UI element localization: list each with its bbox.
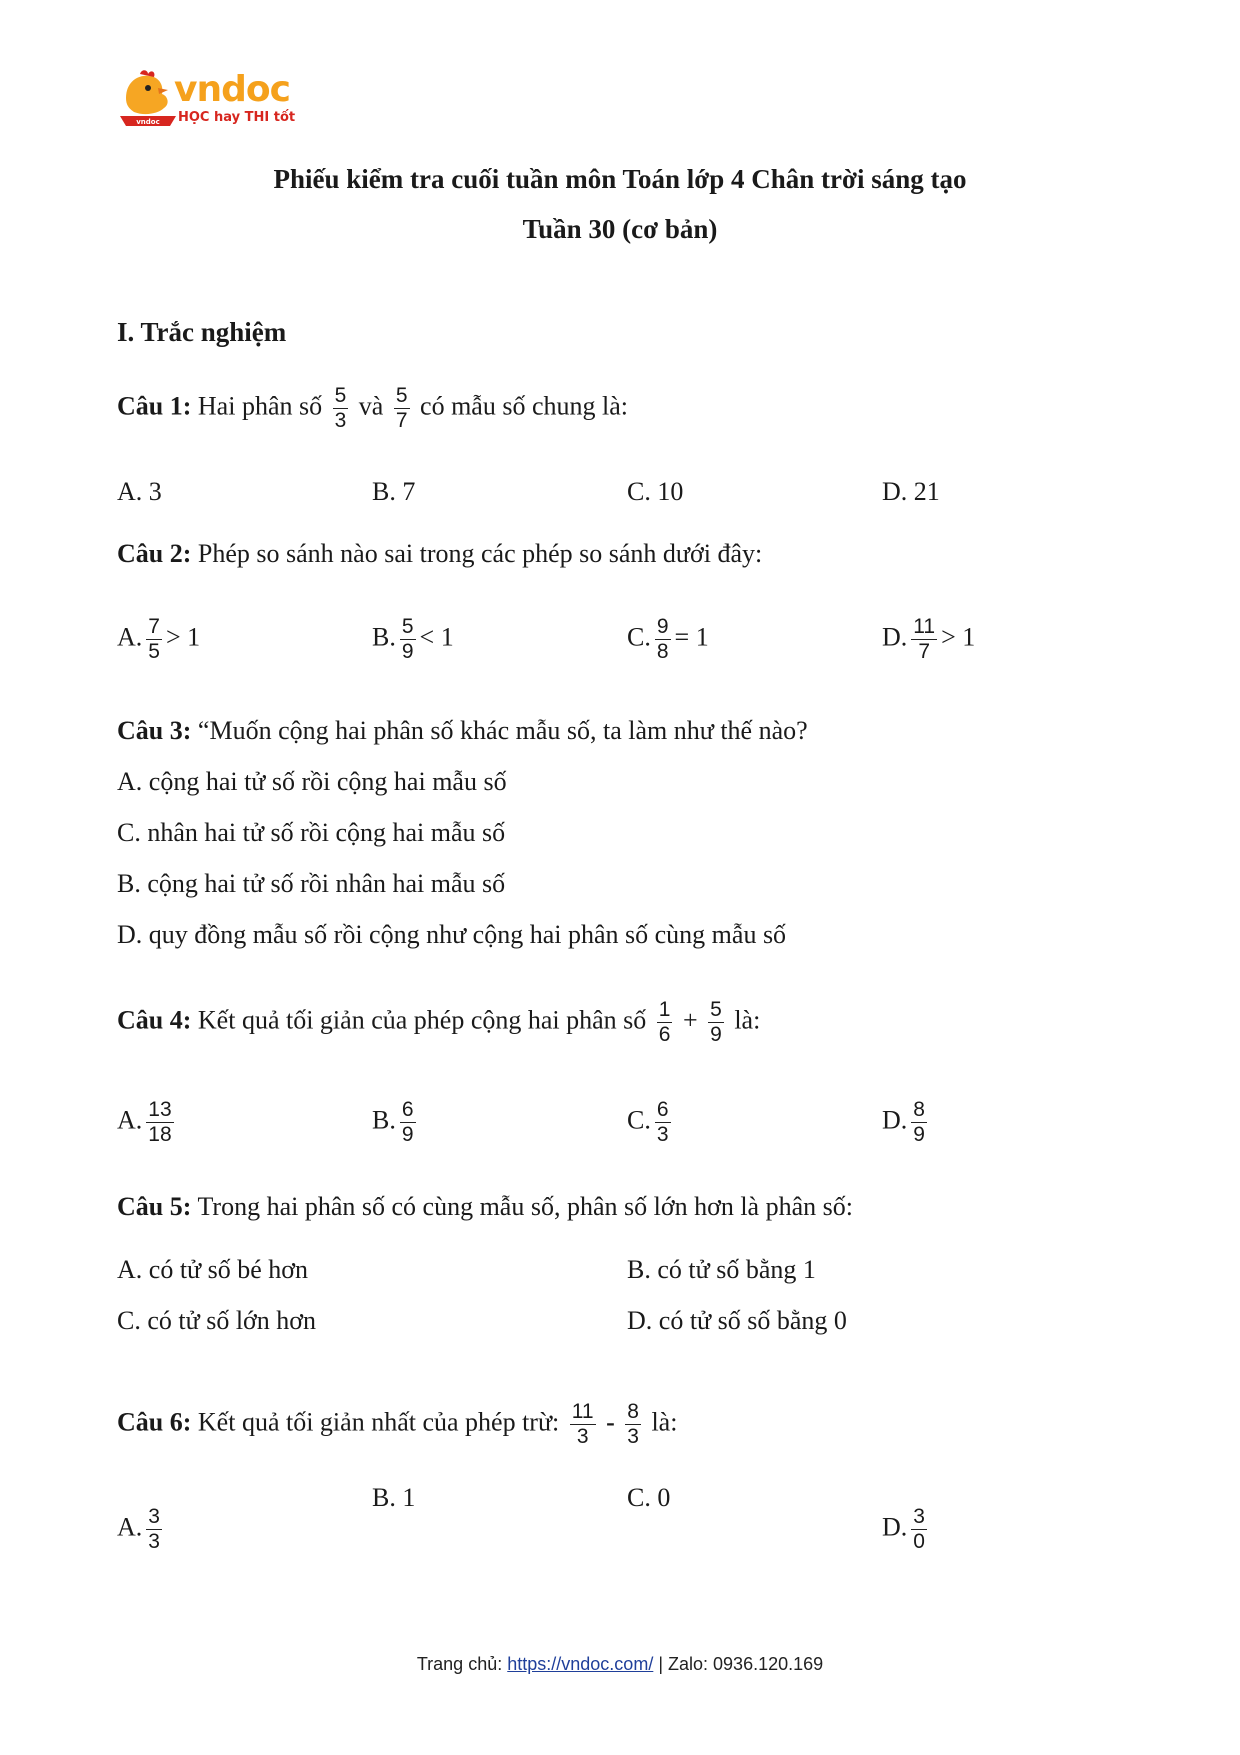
footer-prefix: Trang chủ: bbox=[416, 1654, 503, 1674]
q1-option-c: C. 10 bbox=[627, 477, 684, 506]
vndoc-logo bbox=[118, 68, 298, 130]
section-heading: I. Trắc nghiệm bbox=[117, 317, 287, 347]
q6-option-b: B. 1 bbox=[372, 1483, 416, 1512]
page-footer bbox=[0, 1652, 1240, 1676]
question-4: Câu 4: Kết quả tối giản của phép cộng hai phân số $\frac{1}{6}$ + $\frac{5}{9}$ là: bbox=[117, 998, 761, 1046]
q1-option-a: A. 3 bbox=[117, 477, 162, 506]
question-6: Câu 6: Kết quả tối giản nhất của phép trừ: $\frac{11}{3}$ - $\frac{8}{3}$ là: bbox=[117, 1400, 678, 1448]
fraction: $\frac{5}{9}$ bbox=[710, 998, 722, 1046]
q2-option-c: C. $\frac{9}{8}$ = 1 bbox=[627, 615, 709, 663]
q5-option-d: D. có tử số số bằng 0 bbox=[627, 1306, 847, 1335]
q5-option-b: B. có tử số bằng 1 bbox=[627, 1255, 816, 1284]
logo-wordmark: vndoc bbox=[174, 69, 290, 110]
fraction: $\frac{5}{7}$ bbox=[395, 384, 408, 432]
fraction: $\frac{5}{3}$ bbox=[334, 384, 347, 432]
footer-contact: | Zalo: 0936.120.169 bbox=[658, 1654, 824, 1674]
q4-option-c: C. $\frac{6}{3}$ bbox=[627, 1098, 669, 1146]
q5-option-c: C. có tử số lớn hơn bbox=[117, 1306, 317, 1335]
q3-option-4: D. quy đồng mẫu số rồi cộng như cộng hai phân số cùng mẫu số bbox=[117, 920, 787, 949]
q2-option-a: A. $\frac{7}{5}$ > 1 bbox=[117, 615, 201, 663]
q4-option-b: B. $\frac{6}{9}$ bbox=[372, 1098, 414, 1146]
question-label: Câu 3: bbox=[117, 716, 192, 745]
svg-text:vndoc: vndoc bbox=[136, 118, 160, 126]
question-5: Câu 5: Trong hai phân số có cùng mẫu số, phân số lớn hơn là phân số: bbox=[117, 1192, 853, 1221]
question-label: Câu 6: bbox=[117, 1407, 192, 1437]
q3-option-3: B. cộng hai tử số rồi nhân hai mẫu số bbox=[117, 869, 506, 898]
question-label: Câu 5: bbox=[117, 1192, 192, 1221]
logo-tagline: HỌC hay THI tốt bbox=[178, 110, 296, 125]
question-3: Câu 3: “Muốn cộng hai phân số khác mẫu số, ta làm như thế nào? bbox=[117, 716, 808, 745]
q6-option-a: A. $\frac{3}{3}$ bbox=[117, 1505, 160, 1553]
worksheet-subtitle: Tuần 30 (cơ bản) bbox=[522, 214, 718, 244]
q3-option-1: A. cộng hai tử số rồi cộng hai mẫu số bbox=[117, 767, 507, 796]
question-2: Câu 2: Phép so sánh nào sai trong các phép so sánh dưới đây: bbox=[117, 539, 763, 568]
q5-option-a: A. có tử số bé hơn bbox=[117, 1255, 309, 1284]
q2-option-b: B. $\frac{5}{9}$ < 1 bbox=[372, 615, 454, 663]
q1-option-d: D. 21 bbox=[882, 477, 940, 506]
rooster-mascot-icon bbox=[118, 68, 178, 128]
fraction: $\frac{1}{6}$ bbox=[658, 998, 671, 1046]
q6-option-c: C. 0 bbox=[627, 1483, 671, 1512]
fraction: $\frac{8}{3}$ bbox=[627, 1400, 639, 1448]
question-label: Câu 2: bbox=[117, 539, 192, 568]
question-label: Câu 4: bbox=[117, 1005, 192, 1035]
question-label: Câu 1: bbox=[117, 391, 192, 421]
q1-option-b: B. 7 bbox=[372, 477, 416, 506]
q4-option-d: D. $\frac{8}{9}$ bbox=[882, 1098, 925, 1146]
homepage-link[interactable]: https://vndoc.com/ bbox=[507, 1654, 654, 1674]
q3-option-2: C. nhân hai tử số rồi cộng hai mẫu số bbox=[117, 818, 506, 847]
fraction: $\frac{11}{3}$ bbox=[571, 1400, 594, 1448]
worksheet-title: Phiếu kiểm tra cuối tuần môn Toán lớp 4 Chân trời sáng tạo bbox=[273, 164, 967, 194]
question-1: Câu 1: Hai phân số $\frac{5}{3}$ và $\frac{5}{7}$ có mẫu số chung là: bbox=[117, 384, 628, 432]
q2-option-d: D. $\frac{11}{7}$ > 1 bbox=[882, 615, 976, 663]
q4-option-a: A. $\frac{13}{18}$ bbox=[117, 1098, 172, 1146]
q6-option-d: D. $\frac{3}{0}$ bbox=[882, 1505, 925, 1553]
